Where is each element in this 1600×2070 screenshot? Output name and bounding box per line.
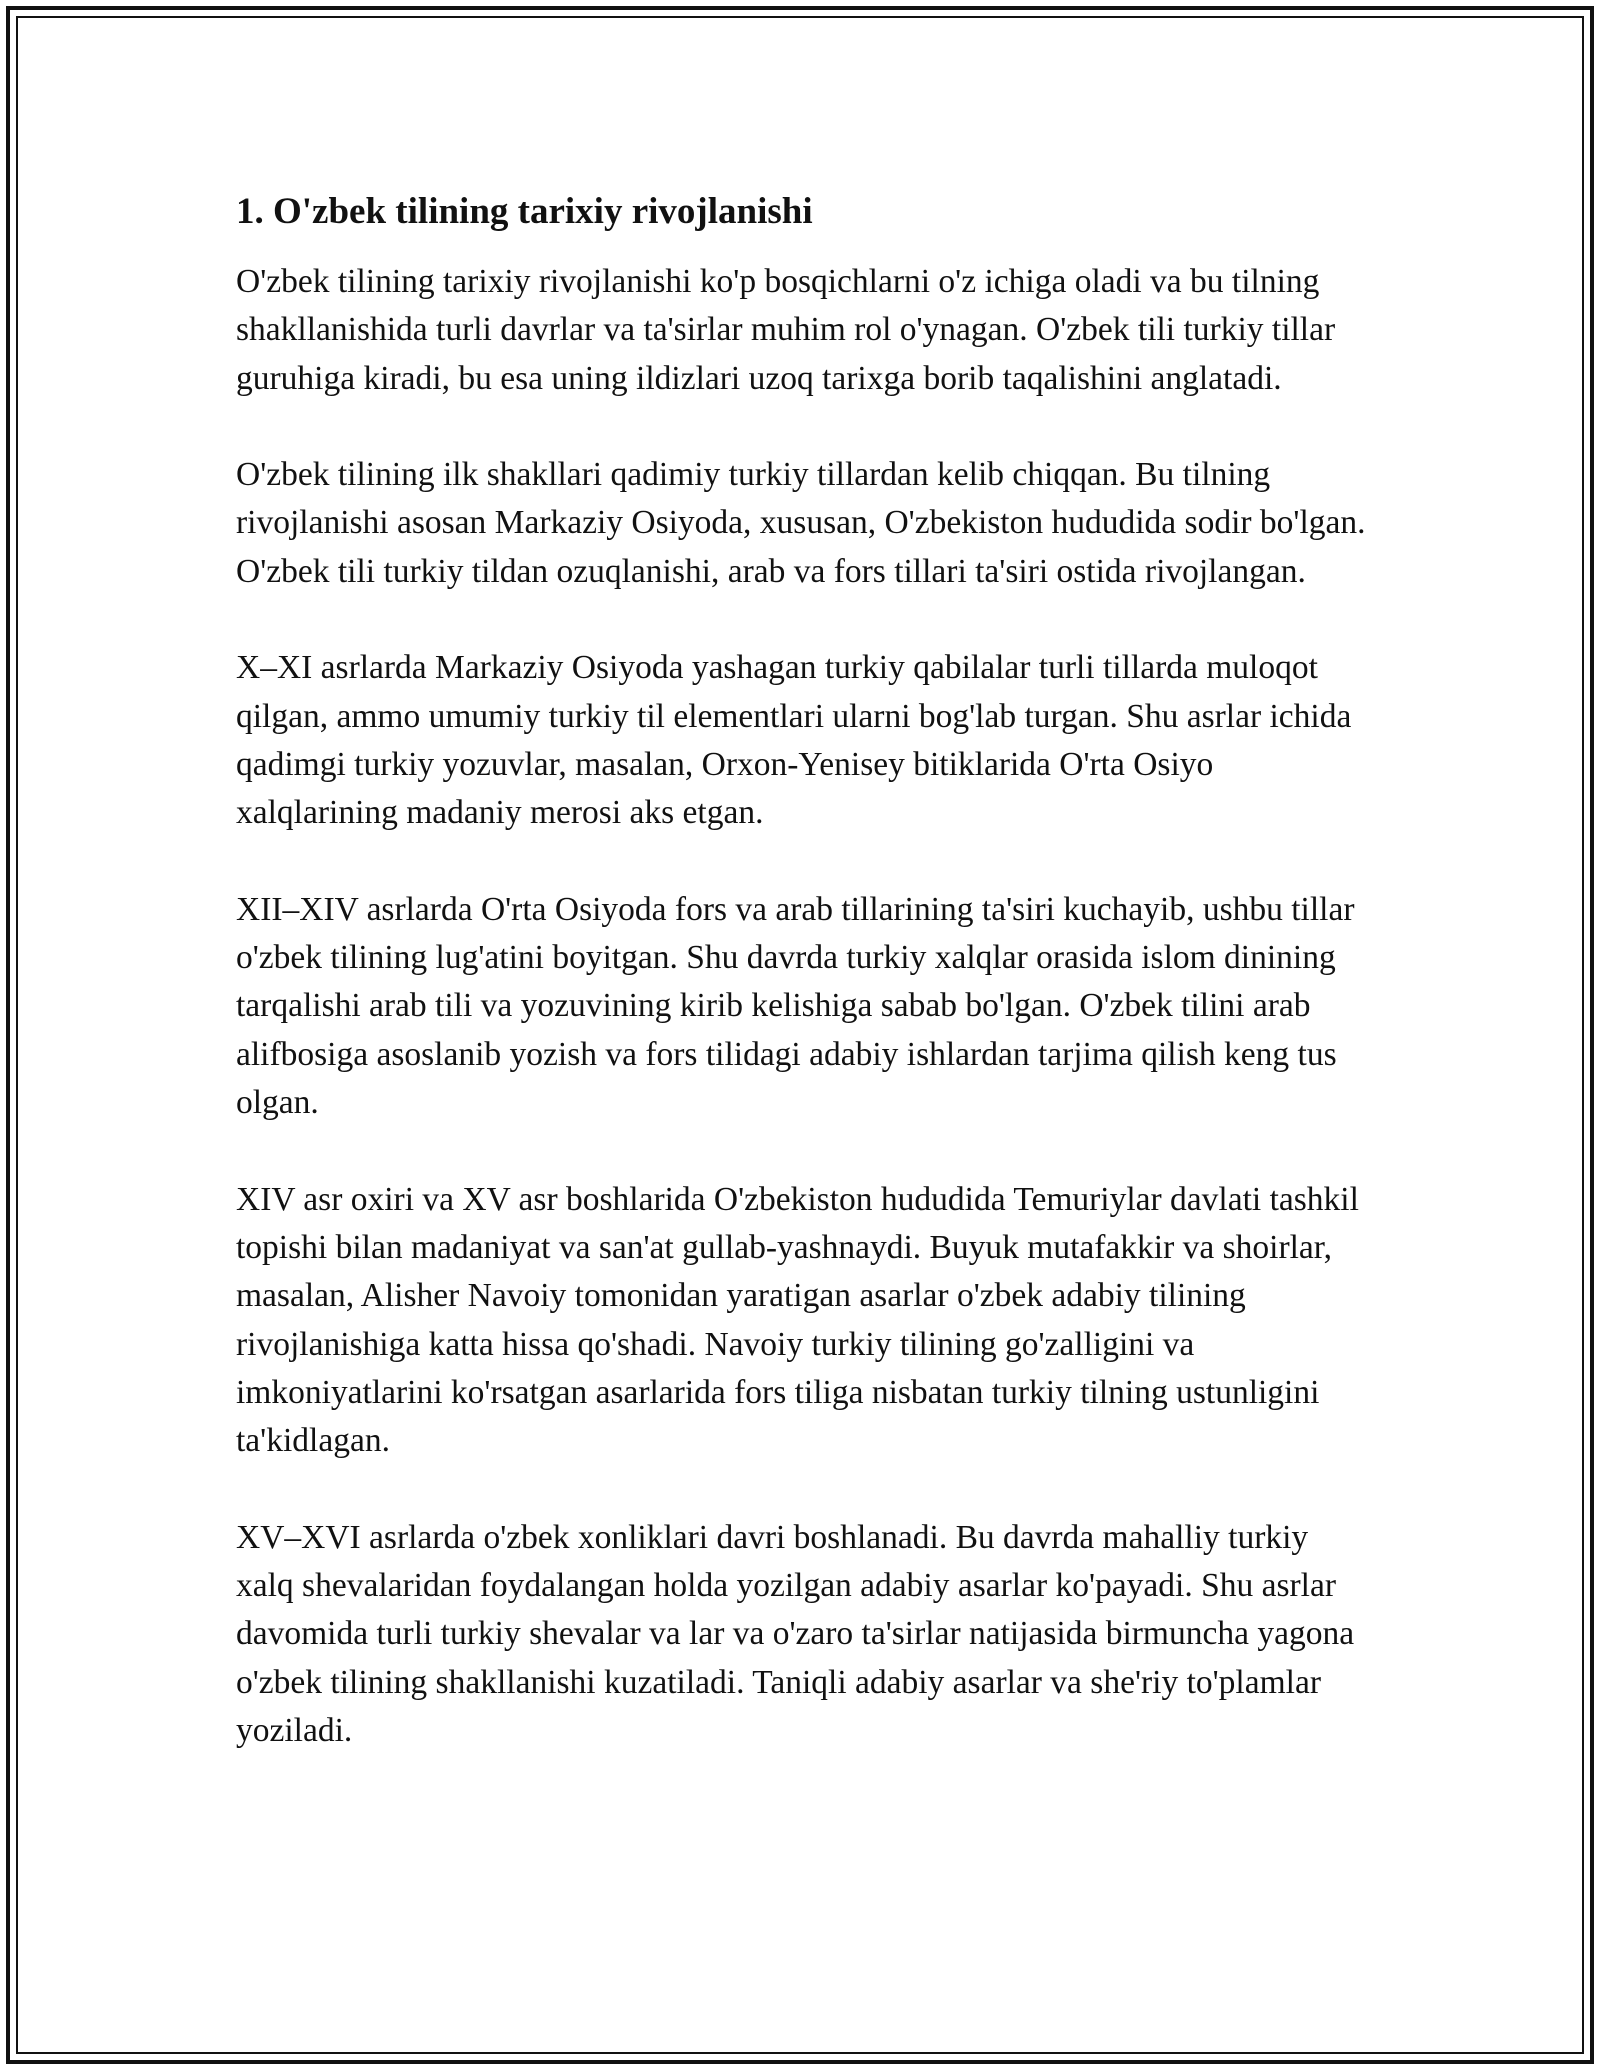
paragraph-5: XIV asr oxiri va XV asr boshlarida O'zbekiston hududida Temuriylar davlati tashkil topishi bilan madaniyat va san'at gullab-yashnaydi. Buyuk mutafakkir va shoirlar, masalan, Alisher Navoiy tomonidan yaratigan asarlar o'zbek adabiy tilining rivojlanishiga katta hissa qo'shadi. Navoiy turkiy tilining go'zalligini va imkoniyatlarini ko'rsatgan asarlarida fors tiliga nisbatan turkiy tilning ustunligini ta'kidlagan. [236,1180,1359,1460]
paragraph-2: O'zbek tilining ilk shakllari qadimiy turkiy tillardan kelib chiqqan. Bu tilning rivojlanishi asosan Markaziy Osiyoda, xususan, O'zbekiston hududida sodir bo'lgan. O'zbek tili turkiy tildan ozuqlanishi, arab va fors tillari ta'siri ostida rivojlangan. [236,456,1366,590]
paragraph-3: X–XI asrlarda Markaziy Osiyoda yashagan turkiy qabilalar turli tillarda muloqot qilgan, ammo umumiy turkiy til elementlari ularni bog'lab turgan. Shu asrlar ichida qadimgi turkiy yozuvlar, masalan, Orxon-Yenisey bitiklarida O'rta Osiyo xalqlarining madaniy merosi aks etgan. [236,649,1352,832]
document-body [236,186,1366,1804]
paragraph-4: XII–XIV asrlarda O'rta Osiyoda fors va arab tillarining ta'siri kuchayib, ushbu tillar o'zbek tilining lug'atini boyitgan. Shu davrda turkiy xalqlar orasida islom dinining tarqalishi arab tili va yozuvining kirib kelishiga sabab bo'lgan. O'zbek tilini arab alifbosiga asoslanib yozish va fors tilidagi adabiy ishlardan tarjima qilish keng tus olgan. [236,890,1355,1122]
paragraph-6: XV–XVI asrlarda o'zbek xonliklari davri boshlanadi. Bu davrda mahalliy turkiy xalq shevalaridan foydalangan holda yozilgan adabiy asarlar ko'payadi. Shu asrlar davomida turli turkiy shevalar va lar va o'zaro ta'sirlar natijasida birmuncha yagona o'zbek tilining shakllanishi kuzatiladi. Taniqli adabiy asarlar va she'riy to'plamlar yoziladi. [236,1518,1355,1749]
paragraph-1: O'zbek tilining tarixiy rivojlanishi ko'p bosqichlarni o'z ichiga oladi va bu tilning shakllanishida turli davrlar va ta'sirlar muhim rol o'ynagan. O'zbek tili turkiy tillar guruhiga kiradi, bu esa uning ildizlari uzoq tarixga borib taqalishini anglatadi. [236,263,1336,397]
section-heading: 1. O'zbek tilining tarixiy rivojlanishi [236,191,813,232]
